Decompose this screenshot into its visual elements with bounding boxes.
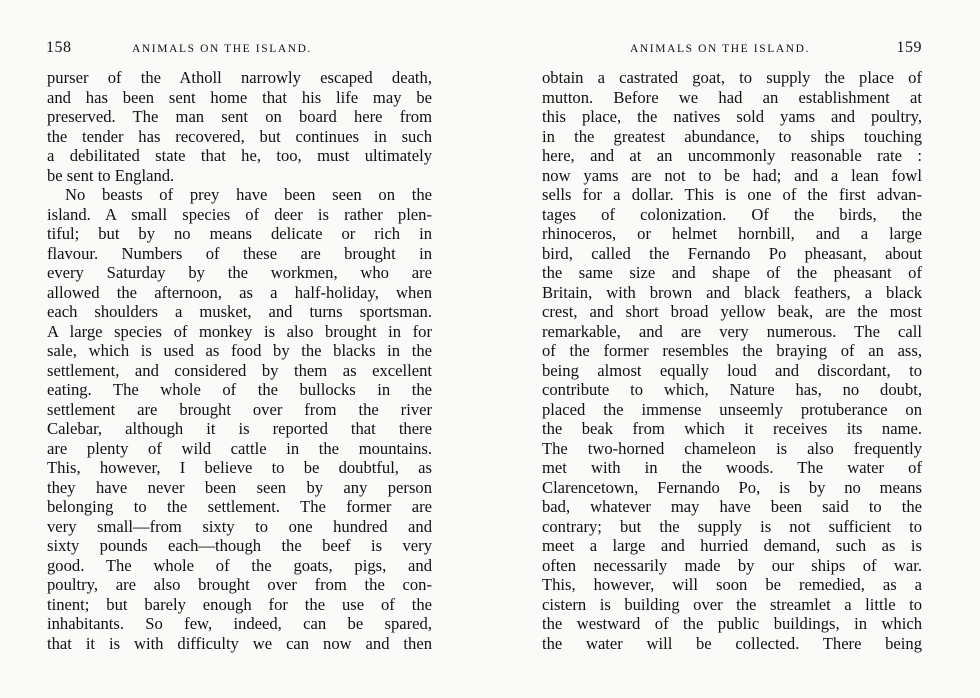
- text-line: in the greatest abundance, to ships touching: [542, 126, 922, 146]
- text-line: every Saturday by the workmen, who are: [47, 263, 432, 282]
- text-line: tiful; but by no means delicate or rich in: [47, 224, 432, 243]
- text-line: contrary; but the supply is not sufficient to: [542, 516, 922, 536]
- text-line: of the former resembles the braying of an ass,: [542, 341, 922, 360]
- right-running-head: [630, 38, 922, 60]
- text-line: contribute to which, Nature has, no doubt,: [542, 380, 922, 399]
- text-line: remarkable, and are very numerous. The call: [542, 321, 922, 341]
- text-line: met with in the woods. The water of: [542, 458, 922, 477]
- text-line: island. A small species of deer is rather plen-: [47, 204, 432, 224]
- text-line: allowed the afternoon, as a half-holiday, when: [47, 282, 432, 302]
- left-page-number: 158: [46, 39, 72, 56]
- text-line: Britain, with brown and black feathers, a black: [542, 282, 922, 302]
- text-line: bird, called the Fernando Po pheasant, about: [542, 243, 922, 263]
- text-line: Calebar, although it is reported that there: [47, 419, 432, 438]
- text-line: The two-horned chameleon is also frequently: [542, 438, 922, 458]
- text-line: now yams are not to be had; and a lean fowl: [542, 165, 922, 185]
- text-line: belonging to the settlement. The former are: [47, 497, 432, 516]
- text-line: flavour. Numbers of these are brought in: [47, 243, 432, 263]
- text-line: eating. The whole of the bullocks in the: [47, 380, 432, 399]
- text-line: sale, which is used as food by the blacks in the: [47, 341, 432, 360]
- text-line: the same size and shape of the pheasant of: [542, 263, 922, 282]
- text-line: bad, whatever may have been said to the: [542, 497, 922, 516]
- text-line: each shoulders a musket, and turns sportsman.: [47, 302, 432, 321]
- right-page-number: 159: [896, 39, 922, 56]
- text-line: No beasts of prey have been seen on the: [65, 185, 432, 204]
- text-line: tages of colonization. Of the birds, the: [542, 204, 922, 224]
- text-line: the westward of the public buildings, in which: [542, 614, 922, 633]
- text-line: the beak from which it receives its name.: [542, 419, 922, 438]
- text-line: be sent to England.: [47, 165, 175, 185]
- text-line: a debilitated state that he, too, must ultimately: [47, 146, 432, 165]
- text-line: they have never been seen by any person: [47, 477, 432, 497]
- text-line: and has been sent home that his life may be: [47, 87, 432, 107]
- text-line: placed the immense unseemly protuberance on: [542, 399, 922, 419]
- text-line: Clarencetown, Fernando Po, is by no means: [542, 477, 922, 497]
- text-line: very small—from sixty to one hundred and: [47, 516, 432, 536]
- text-line: settlement are brought over from the river: [47, 399, 432, 419]
- text-line: tinent; but barely enough for the use of the: [47, 594, 432, 614]
- right-page: [490, 0, 980, 698]
- text-line: crest, and short broad yellow beak, are the most: [542, 302, 922, 321]
- text-line: sixty pounds each—though the beef is very: [47, 536, 432, 555]
- text-line: being almost equally loud and discordant, to: [542, 360, 922, 380]
- text-line: here, and at an uncommonly reasonable rate :: [542, 146, 922, 165]
- text-line: rhinoceros, or helmet hornbill, and a large: [542, 224, 922, 243]
- right-page-text: [542, 68, 922, 653]
- text-line: are plenty of wild cattle in the mountains.: [47, 438, 432, 458]
- text-line: that it is with difficulty we can now and then: [47, 633, 432, 653]
- text-line: mutton. Before we had an establishment at: [542, 87, 922, 107]
- text-line: good. The whole of the goats, pigs, and: [47, 555, 432, 575]
- text-line: inhabitants. So few, indeed, can be spared,: [47, 614, 432, 633]
- text-line: the tender has recovered, but continues in such: [47, 126, 432, 146]
- text-line: this place, the natives sold yams and poultry,: [542, 107, 922, 126]
- text-line: often necessarily made by our ships of war.: [542, 555, 922, 575]
- text-line: sells for a dollar. This is one of the first advan-: [542, 185, 922, 204]
- text-line: obtain a castrated goat, to supply the place of: [542, 68, 922, 87]
- text-line: purser of the Atholl narrowly escaped death,: [47, 68, 432, 87]
- left-running-title: ANIMALS ON THE ISLAND.: [132, 43, 313, 55]
- text-line: cistern is building over the streamlet a little to: [542, 594, 922, 614]
- text-line: This, however, will soon be remedied, as a: [542, 575, 922, 594]
- text-line: the water will be collected. There being: [542, 633, 922, 653]
- text-line: preserved. The man sent on board here from: [47, 107, 432, 126]
- text-line: This, however, I believe to be doubtful, as: [47, 458, 432, 477]
- left-running-head: [46, 38, 438, 60]
- text-line: A large species of monkey is also brought in for: [47, 321, 432, 341]
- right-running-title: ANIMALS ON THE ISLAND.: [630, 43, 811, 55]
- text-line: settlement, and considered by them as excellent: [47, 360, 432, 380]
- text-line: meet a large and hurried demand, such as is: [542, 536, 922, 555]
- left-page-text: [47, 68, 432, 653]
- text-line: poultry, are also brought over from the con-: [47, 575, 432, 594]
